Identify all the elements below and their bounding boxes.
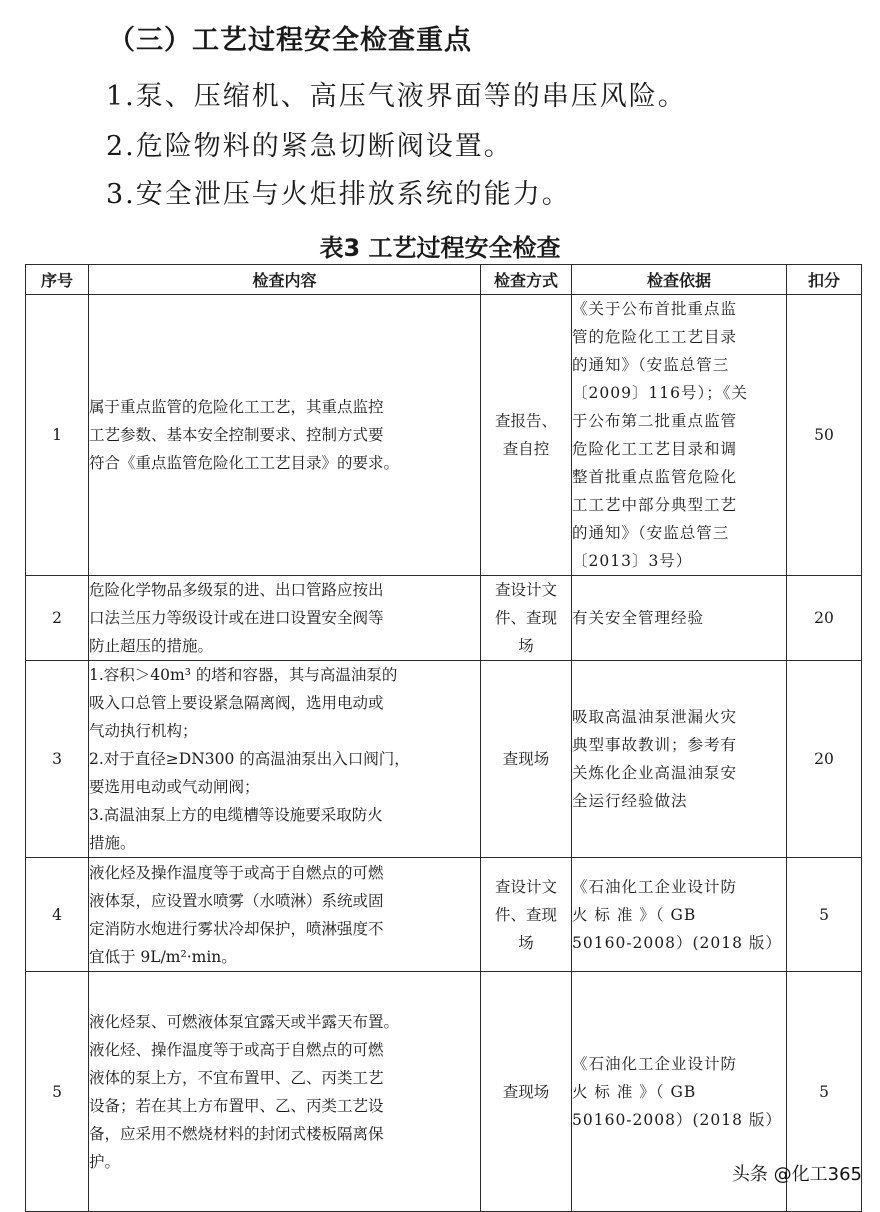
header-no: 序号 bbox=[26, 265, 89, 295]
cell-basis bbox=[572, 295, 787, 576]
cell-basis-line: 关炼化企业高温油泵安 bbox=[572, 764, 738, 782]
cell-content-line: 要选用电动或气动闸阀； bbox=[89, 778, 260, 796]
table-row bbox=[26, 858, 862, 972]
table-header-row bbox=[26, 265, 862, 295]
cell-method-line: 查报告、 bbox=[494, 412, 557, 430]
cell-content-line: 符合《重点监管危险化工工艺目录》的要求。 bbox=[89, 454, 400, 472]
cell-method-line: 件、查现 bbox=[494, 905, 557, 924]
cell-content bbox=[89, 661, 481, 858]
cell-basis-line: 50160-2008）(2018 版） bbox=[572, 933, 782, 952]
cell-basis-line: 《石油化工企业设计防 bbox=[572, 1054, 738, 1073]
cell-method-line: 场 bbox=[518, 637, 534, 655]
cell-no: 1 bbox=[26, 295, 89, 576]
table-row bbox=[26, 295, 862, 576]
cell-content bbox=[89, 576, 481, 661]
cell-score: 20 bbox=[787, 576, 862, 661]
cell-method-line: 查自控 bbox=[502, 440, 550, 458]
cell-method-line: 查现场 bbox=[502, 750, 550, 768]
cell-content-line: 防止超压的措施。 bbox=[89, 637, 214, 655]
cell-score: 5 bbox=[787, 972, 862, 1212]
cell-content bbox=[89, 972, 481, 1212]
cell-method-line: 查设计文 bbox=[494, 877, 557, 896]
header-method: 检查方式 bbox=[481, 265, 572, 295]
cell-content-line: 液化烃泵、可燃液体泵宜露天或半露天布置。 bbox=[89, 1012, 400, 1031]
cell-basis-line: 〔2009〕116号）；《关 bbox=[572, 384, 749, 402]
cell-basis-line: 整首批重点监管危险化 bbox=[572, 468, 738, 486]
table-row bbox=[26, 576, 862, 661]
section-heading: （三）工艺过程安全检查重点 bbox=[108, 25, 472, 56]
cell-content-line: 备，应采用不燃烧材料的封闭式楼板隔离保 bbox=[89, 1124, 384, 1143]
cell-content-line: 口法兰压力等级设计或在进口设置安全阀等 bbox=[89, 609, 384, 627]
header-basis: 检查依据 bbox=[572, 265, 787, 295]
header-content: 检查内容 bbox=[89, 265, 481, 295]
cell-content-line: 液体泵，应设置水喷雾（水喷淋）系统或固 bbox=[89, 891, 384, 910]
cell-content-line: 液体的泵上方，不宜布置甲、乙、丙类工艺 bbox=[89, 1068, 384, 1087]
cell-basis-line: 〔2013〕3号） bbox=[572, 552, 693, 570]
cell-method bbox=[481, 858, 572, 972]
cell-method bbox=[481, 972, 572, 1212]
cell-basis-line: 典型事故教训；参考有 bbox=[572, 736, 738, 754]
cell-basis-line: 吸取高温油泵泄漏火灾 bbox=[572, 708, 738, 726]
cell-method-line: 场 bbox=[518, 933, 534, 952]
cell-basis-line: 有关安全管理经验 bbox=[572, 609, 705, 627]
cell-method-line: 查现场 bbox=[502, 1082, 550, 1101]
cell-content-line: 气动执行机构； bbox=[89, 722, 198, 740]
key-point-2: 2.危险物料的紧急切断阀设置。 bbox=[106, 131, 513, 162]
cell-basis-line: 50160-2008）(2018 版） bbox=[572, 1110, 782, 1129]
cell-basis-line: 危险化工工艺目录和调 bbox=[572, 440, 738, 458]
cell-content-line: 护。 bbox=[89, 1152, 121, 1171]
cell-no: 2 bbox=[26, 576, 89, 661]
cell-content-line: 吸入口总管上要设紧急隔离阀，选用电动或 bbox=[89, 694, 384, 712]
cell-content bbox=[89, 858, 481, 972]
cell-content-line: 危险化学物品多级泵的进、出口管路应按出 bbox=[89, 581, 384, 599]
cell-content-line: 液化烃及操作温度等于或高于自燃点的可燃 bbox=[89, 863, 384, 882]
cell-no: 3 bbox=[26, 661, 89, 858]
inspection-table bbox=[25, 264, 862, 1212]
cell-basis-line: 全运行经验做法 bbox=[572, 792, 688, 810]
cell-basis bbox=[572, 661, 787, 858]
cell-content-line: 设备；若在其上方布置甲、乙、丙类工艺设 bbox=[89, 1096, 384, 1115]
key-point-1: 1.泵、压缩机、高压气液界面等的串压风险。 bbox=[106, 81, 687, 112]
cell-method-line: 查设计文 bbox=[494, 581, 557, 599]
cell-basis-line: 火 标 准 》（ GB bbox=[572, 905, 697, 924]
key-point-3: 3.安全泄压与火炬排放系统的能力。 bbox=[106, 179, 571, 210]
cell-method bbox=[481, 661, 572, 858]
cell-score: 5 bbox=[787, 858, 862, 972]
watermark: 头条 @化工365 bbox=[731, 1164, 862, 1185]
cell-basis-line: 《石油化工企业设计防 bbox=[572, 877, 738, 896]
cell-content-line: 宜低于 9L/m²·min。 bbox=[89, 947, 237, 966]
cell-content-line: 属于重点监管的危险化工工艺，其重点监控 bbox=[89, 398, 384, 416]
cell-basis bbox=[572, 858, 787, 972]
cell-content-line: 2.对于直径≥DN300 的高温油泵出入口阀门， bbox=[89, 750, 410, 768]
cell-content bbox=[89, 295, 481, 576]
cell-basis-line: 工工艺中部分典型工艺 bbox=[572, 496, 738, 514]
table-row bbox=[26, 661, 862, 858]
cell-content-line: 工艺参数、基本安全控制要求、控制方式要 bbox=[89, 426, 384, 444]
cell-content-line: 液化烃、操作温度等于或高于自燃点的可燃 bbox=[89, 1040, 384, 1059]
cell-content-line: 定消防水炮进行雾状冷却保护，喷淋强度不 bbox=[89, 919, 384, 938]
cell-method bbox=[481, 576, 572, 661]
cell-basis-line: 火 标 准 》（ GB bbox=[572, 1082, 697, 1101]
cell-basis bbox=[572, 576, 787, 661]
cell-score: 50 bbox=[787, 295, 862, 576]
cell-method bbox=[481, 295, 572, 576]
cell-method-line: 件、查现 bbox=[494, 609, 557, 627]
cell-score: 20 bbox=[787, 661, 862, 858]
cell-basis-line: 管的危险化工工艺目录 bbox=[572, 328, 738, 346]
cell-basis-line: 于公布第二批重点监管 bbox=[572, 412, 738, 430]
cell-no: 4 bbox=[26, 858, 89, 972]
cell-content-line: 3.高温油泵上方的电缆槽等设施要采取防火 bbox=[89, 806, 383, 824]
table-title: 表3 工艺过程安全检查 bbox=[319, 234, 561, 262]
cell-no: 5 bbox=[26, 972, 89, 1212]
cell-basis-line: 的通知》（安监总管三 bbox=[572, 356, 730, 374]
cell-content-line: 1.容积＞40m³ 的塔和容器，其与高温油泵的 bbox=[89, 666, 398, 684]
cell-basis-line: 《关于公布首批重点监 bbox=[572, 300, 738, 318]
cell-basis-line: 的通知》（安监总管三 bbox=[572, 524, 730, 542]
header-score: 扣分 bbox=[787, 265, 862, 295]
cell-content-line: 措施。 bbox=[89, 834, 136, 852]
